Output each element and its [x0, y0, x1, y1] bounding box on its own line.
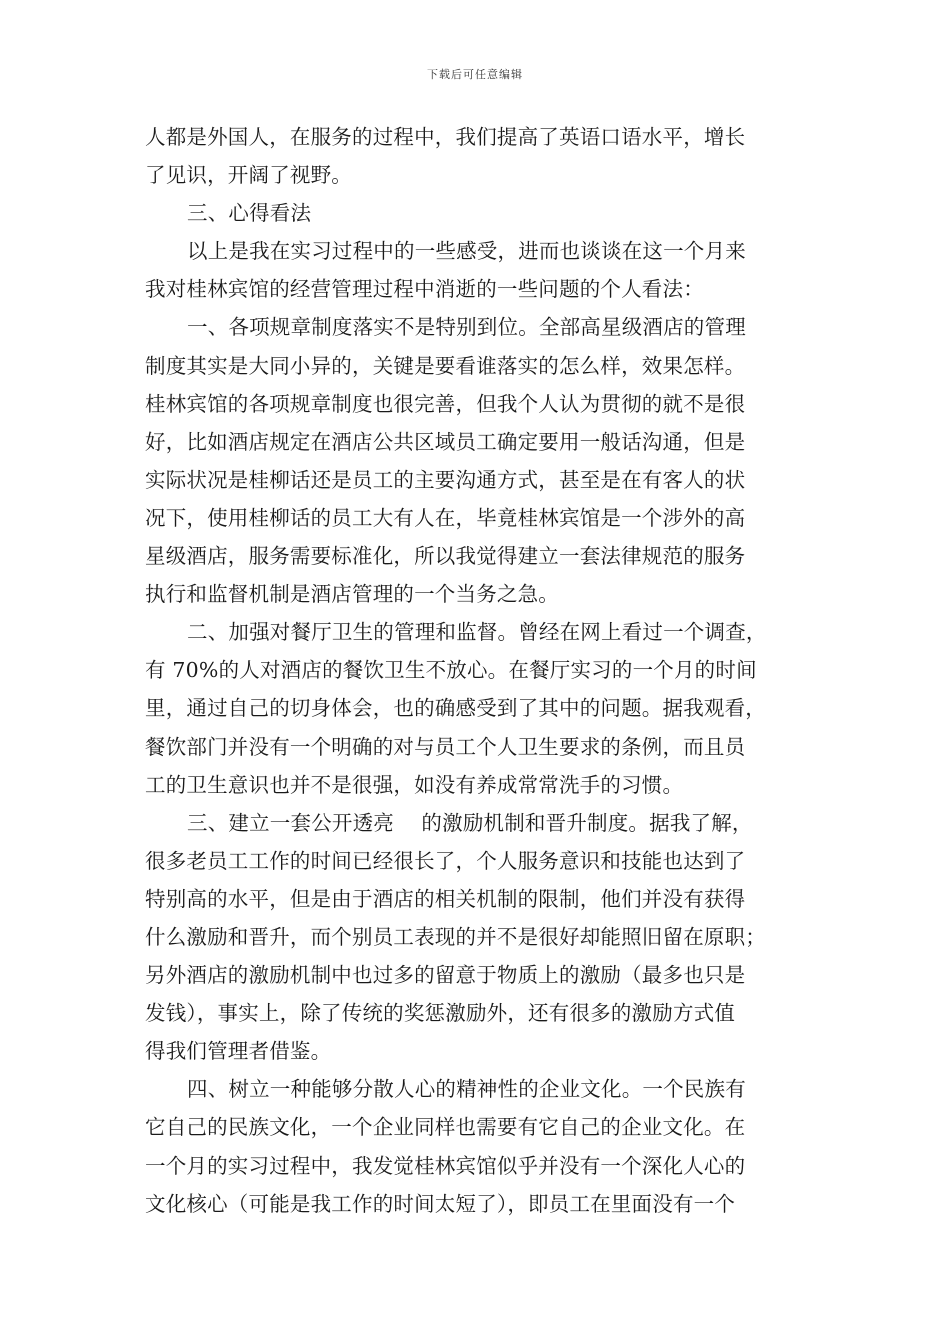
text-line: 二、加强对餐厅卫生的管理和监督。曾经在网上看过一个调查， [187, 620, 767, 645]
text-line: 另外酒店的激励机制中也过多的留意于物质上的激励（最多也只是 [145, 963, 746, 988]
text-line: 三、心得看法 [187, 201, 312, 226]
text-line: 一个月的实习过程中，我发觉桂林宾馆似乎并没有一个深化人心的 [145, 1153, 746, 1178]
text-line: 餐饮部门并没有一个明确的对与员工个人卫生要求的条例，而且员 [145, 734, 746, 759]
text-line: 人都是外国人，在服务的过程中，我们提高了英语口语水平，增长 [145, 125, 746, 149]
text-line: 工的卫生意识也并不是很强，如没有养成常常洗手的习惯。 [145, 772, 684, 797]
text-line: 制度其实是大同小异的，关键是要看谁落实的怎么样，效果怎样。 [145, 353, 746, 378]
text-line: 一、各项规章制度落实不是特别到位。全部高星级酒店的管理 [187, 315, 746, 340]
text-line: 里，通过自己的切身体会，也的确感受到了其中的问题。据我观看， [145, 696, 766, 721]
text-line: 况下，使用桂柳话的员工大有人在，毕竟桂林宾馆是一个涉外的高 [145, 505, 746, 530]
text-line: 四、树立一种能够分散人心的精神性的企业文化。一个民族有 [187, 1077, 746, 1102]
text-line: 了见识，开阔了视野。 [145, 163, 352, 188]
text-line: 我对桂林宾馆的经营管理过程中消逝的一些问题的个人看法： [145, 277, 704, 302]
text-line: 桂林宾馆的各项规章制度也很完善，但我个人认为贯彻的就不是很 [145, 391, 746, 416]
text-line: 三、建立一套公开透亮 的激励机制和晋升制度。据我了解， [187, 810, 753, 835]
text-line: 实际状况是桂柳话还是员工的主要沟通方式，甚至是在有客人的状 [145, 467, 746, 492]
text-line: 什么激励和晋升，而个别员工表现的并不是很好却能照旧留在原职； [145, 924, 766, 949]
text-line: 得我们管理者借鉴。 [145, 1039, 332, 1064]
text-line: 有 70%的人对酒店的餐饮卫生不放心。在餐厅实习的一个月的时间 [145, 658, 757, 683]
text-line: 它自己的民族文化，一个企业同样也需要有它自己的企业文化。在 [145, 1115, 746, 1140]
text-line: 好，比如酒店规定在酒店公共区域员工确定要用一般话沟通，但是 [145, 429, 746, 454]
text-line: 文化核心（可能是我工作的时间太短了），即员工在里面没有一个 [145, 1191, 736, 1216]
text-line: 执行和监督机制是酒店管理的一个当务之急。 [145, 582, 559, 607]
text-line: 星级酒店，服务需要标准化，所以我觉得建立一套法律规范的服务 [145, 544, 746, 569]
page-header: 下载后可任意编辑 [427, 68, 523, 81]
text-line: 发钱），事实上，除了传统的奖惩激励外，还有很多的激励方式值 [145, 1001, 736, 1026]
text-line: 很多老员工工作的时间已经很长了，个人服务意识和技能也达到了 [145, 848, 746, 873]
document-body [145, 118, 810, 1223]
text-line: 特别高的水平，但是由于酒店的相关机制的限制，他们并没有获得 [145, 886, 746, 911]
text-line: 以上是我在实习过程中的一些感受，进而也谈谈在这一个月来 [187, 239, 746, 264]
